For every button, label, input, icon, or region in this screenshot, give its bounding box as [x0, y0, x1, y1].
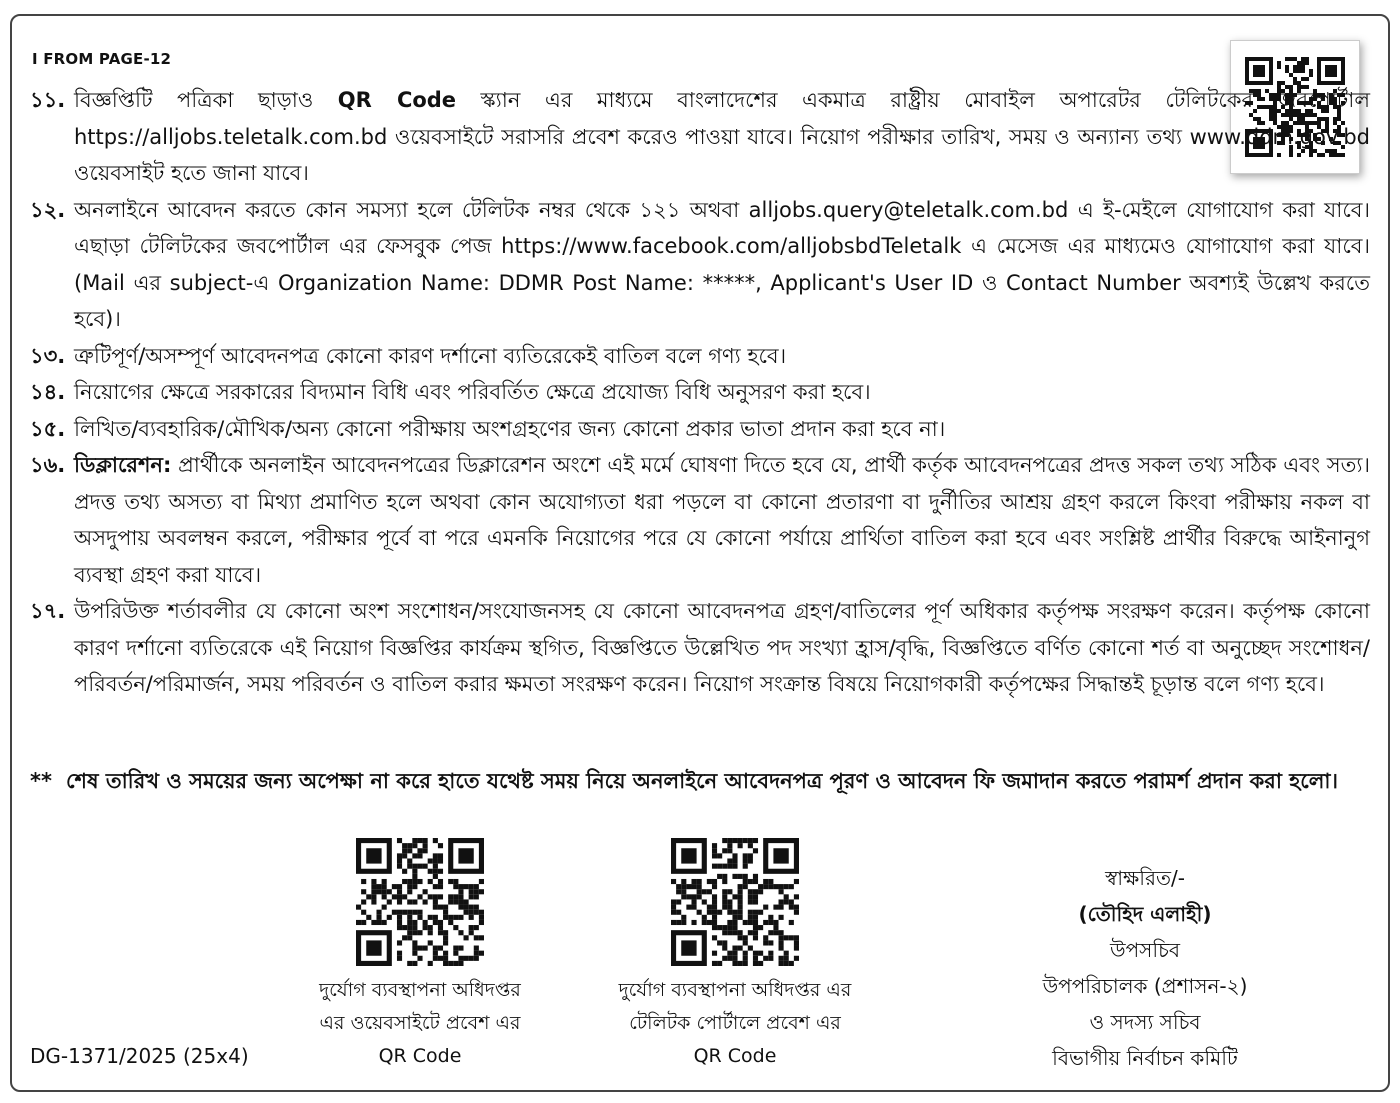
- ddm-website-qr-block: [290, 838, 550, 1073]
- item-text: [74, 82, 1370, 192]
- item-number: ১৭.: [30, 599, 66, 623]
- list-item: [30, 82, 1370, 192]
- qr-caption-line3: QR Code: [378, 1045, 462, 1067]
- list-item: [30, 447, 1370, 593]
- from-page-label: I FROM PAGE-12: [32, 50, 172, 68]
- item-bold-text: QR Code: [337, 88, 457, 112]
- declaration-label: ডিক্লারেশন:: [74, 453, 172, 477]
- qr-code-icon: [356, 838, 484, 966]
- list-item: [30, 374, 1370, 411]
- item-text: ত্রুটিপূর্ণ/অসম্পূর্ণ আবেদনপত্র কোনো কারণ দর্শানো ব্যতিরেকেই বাতিল বলে গণ্য হবে।: [74, 343, 787, 368]
- note-text: শেষ তারিখ ও সময়ের জন্য অপেক্ষা না করে হাতে যথেষ্ট সময় নিয়ে অনলাইনে আবেদনপত্র পূরণ ও আবেদন ফি জমাদান করতে পরামর্শ প্রদান করা হলো।: [66, 769, 1338, 793]
- terms-list: [30, 82, 1370, 703]
- list-item: [30, 338, 1370, 375]
- list-item: [30, 411, 1370, 448]
- designation-line: বিভাগীয় নির্বাচন কমিটি: [1052, 1046, 1238, 1070]
- item-text: [74, 447, 1370, 593]
- designation-line: উপসচিব: [1109, 938, 1180, 962]
- designation-line: ও সদস্য সচিব: [1089, 1010, 1201, 1034]
- item-text: লিখিত/ব্যবহারিক/মৌখিক/অন্য কোনো পরীক্ষায় অংশগ্রহণের জন্য কোনো প্রকার ভাতা প্রদান করা হবে না।: [74, 416, 946, 441]
- signed-label: স্বাক্ষরিত/-: [1105, 866, 1185, 890]
- item-number: ১৬.: [30, 453, 66, 477]
- qr-caption-line2: এর ওয়েবসাইটে প্রবেশ এর: [319, 1012, 521, 1034]
- qr-caption-line2: টেলিটক পোর্টালে প্রবেশ এর: [629, 1012, 841, 1034]
- signatory-name: (তৌহিদ এলাহী): [1078, 902, 1212, 926]
- item-text-part: স্ক্যান এর মাধ্যমে বাংলাদেশের একমাত্র রাষ্ট্রীয় মোবাইল অপারেটর টেলিটকের জবপোর্টাল https://alljobs.teletalk.com.bd ওয়েবসাইটে সরাসরি প্রবেশ করেও পাওয়া যাবে। নিয়োগ পরীক্ষার তারিখ, সময় ও অন্যান্য তথ্য www.ddm.gov.bd ওয়েবসাইট হতে জানা যাবে।: [74, 88, 1370, 185]
- list-item: [30, 593, 1370, 703]
- item-text-part: বিজ্ঞপ্তিটি পত্রিকা ছাড়াও: [74, 88, 338, 112]
- item-number: ১৫.: [30, 416, 66, 441]
- designation-line: উপপরিচালক (প্রশাসন-২): [1042, 974, 1248, 998]
- ad-reference-code: DG-1371/2025 (25x4): [30, 1044, 249, 1068]
- item-number: ১১.: [30, 88, 66, 112]
- important-note: [30, 762, 1370, 800]
- item-text: উপরিউক্ত শর্তাবলীর যে কোনো অংশ সংশোধন/সংযোজনসহ যে কোনো আবেদনপত্র গ্রহণ/বাতিলের পূর্ণ অধিকার কর্তৃপক্ষ সংরক্ষণ করেন। কর্তৃপক্ষ কোনো কারণ দর্শানো ব্যতিরেকে এই নিয়োগ বিজ্ঞপ্তির কার্যক্রম স্থগিত, বিজ্ঞপ্তিতে উল্লেখিত পদ সংখ্যা হ্রাস/বৃদ্ধি, বিজ্ঞপ্তিতে বর্ণিত কোনো শর্ত বা অনুচ্ছেদ সংশোধন/পরিবর্তন/পরিমার্জন, সময় পরিবর্তন ও বাতিল করার ক্ষমতা সংরক্ষণ করেন। নিয়োগ সংক্রান্ত বিষয়ে নিয়োগকারী কর্তৃপক্ষের সিদ্ধান্তই চূড়ান্ত বলে গণ্য হবে।: [74, 599, 1370, 696]
- teletalk-portal-qr-block: [590, 838, 880, 1073]
- qr-caption-line3: QR Code: [693, 1045, 777, 1067]
- qr-caption-line1: দুর্যোগ ব্যবস্থাপনা অধিদপ্তর এর: [618, 979, 852, 1001]
- item-text: নিয়োগের ক্ষেত্রে সরকারের বিদ্যমান বিধি এবং পরিবর্তিত ক্ষেত্রে প্রযোজ্য বিধি অনুসরণ করা হবে।: [74, 380, 871, 404]
- note-asterisks: **: [30, 769, 52, 793]
- item-text: অনলাইনে আবেদন করতে কোন সমস্যা হলে টেলিটক নম্বর থেকে ১২১ অথবা alljobs.query@teletalk.com.bd এ ই-মেইলে যোগাযোগ করা যাবে। এছাড়া টেলিটকের জবপোর্টাল এর ফেসবুক পেজ https://www.facebook.com/alljobsbdTeletalk এ মেসেজ এর মাধ্যমেও যোগাযোগ করা যাবে। (Mail এর subject-এ Organization Name: DDMR Post Name: *****, Applicant's User ID ও Contact Number অবশ্যই উল্লেখ করতে হবে)।: [74, 197, 1370, 331]
- signature-block: [1010, 860, 1280, 1076]
- item-number: ১৩.: [30, 343, 66, 368]
- qr-caption-line1: দুর্যোগ ব্যবস্থাপনা অধিদপ্তর: [319, 979, 521, 1001]
- item-text-part: প্রার্থীকে অনলাইন আবেদনপত্রের ডিক্লারেশন অংশে এই মর্মে ঘোষণা দিতে হবে যে, প্রার্থী কর্তৃক আবেদনপত্রের প্রদত্ত সকল তথ্য সঠিক এবং সত্য। প্রদত্ত তথ্য অসত্য বা মিথ্যা প্রমাণিত হলে অথবা কোন অযোগ্যতা ধরা পড়লে বা কোনো প্রতারণা বা দুর্নীতির আশ্রয় গ্রহণ করলে কিংবা পরীক্ষায় নকল বা অসদুপায় অবলম্বন করলে, পরীক্ষার পূর্বে বা পরে এমনকি নিয়োগের পরে যে কোনো পর্যায়ে প্রার্থিতা বাতিল করা হবে এবং সংশ্লিষ্ট প্রার্থীর বিরুদ্ধে আইনানুগ ব্যবস্থা গ্রহণ করা যাবে।: [74, 453, 1370, 587]
- qr-code-icon: [671, 838, 799, 966]
- list-item: [30, 192, 1370, 338]
- item-number: ১৪.: [30, 380, 66, 404]
- item-number: ১২.: [30, 197, 66, 222]
